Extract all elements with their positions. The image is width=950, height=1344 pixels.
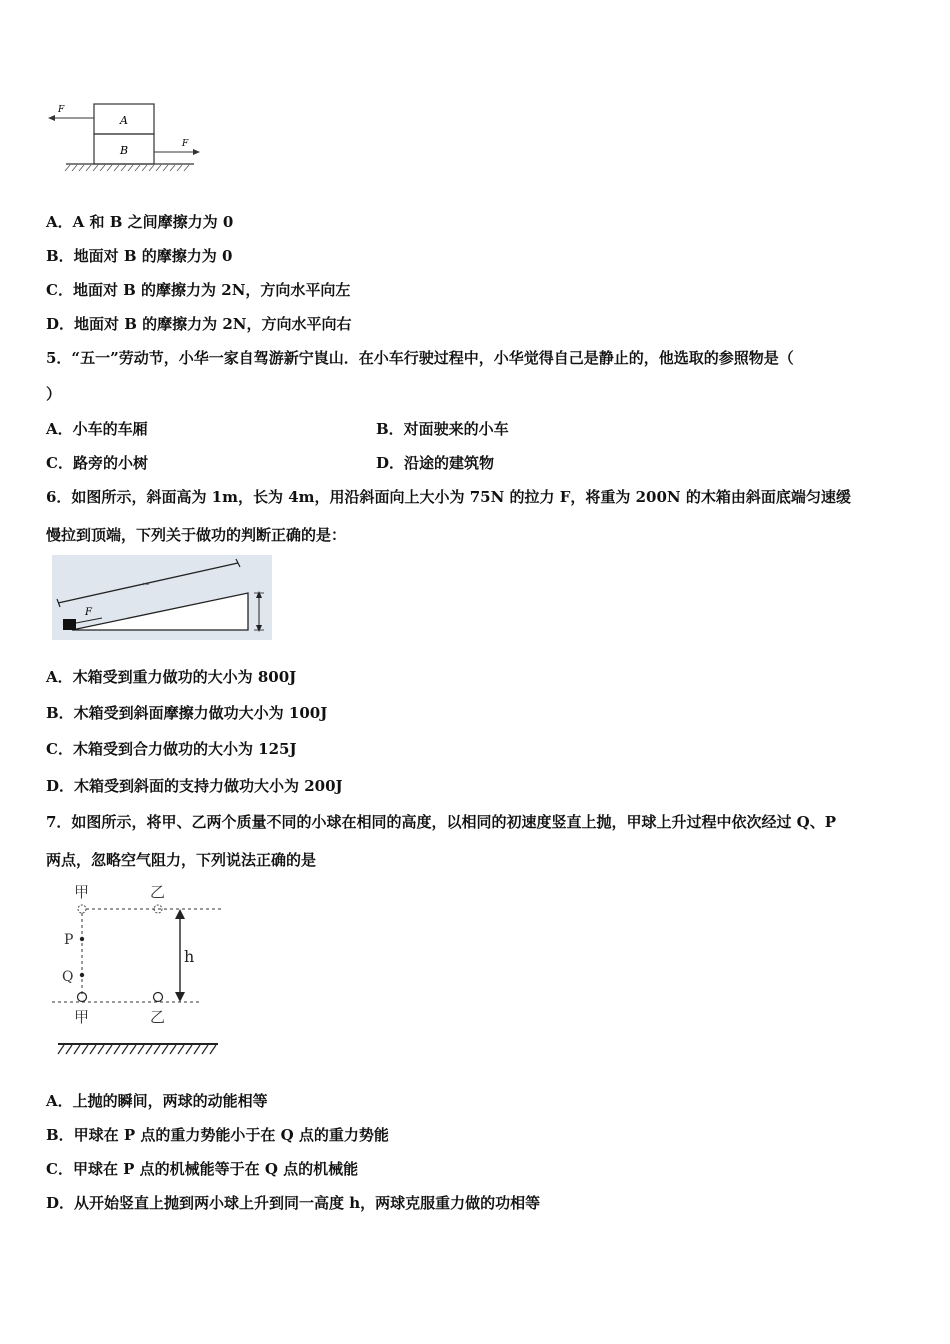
jia-bottom-label: 甲 [74, 1008, 90, 1026]
incline-diagram [52, 555, 272, 640]
q5-option-a: A．小车的车厢 [46, 420, 148, 438]
q4-option-c: C．地面对 B 的摩擦力为 2N，方向水平向左 [46, 281, 351, 299]
q5-option-b: B．对面驶来的小车 [376, 420, 509, 438]
q6-option-a: A．木箱受到重力做功的大小为 800J [46, 668, 297, 686]
q7-option-c: C．甲球在 P 点的机械能等于在 Q 点的机械能 [46, 1160, 359, 1178]
force-right-label: F [182, 139, 189, 149]
q5-option-d: D．沿途的建筑物 [376, 454, 495, 472]
block-a-label: A [120, 114, 128, 127]
q4-option-d: D．地面对 B 的摩擦力为 2N，方向水平向右 [46, 315, 352, 333]
point-p-label: P [64, 932, 74, 948]
yi-top-label: 乙 [150, 883, 166, 901]
q5-stem-line2: ） [46, 385, 62, 403]
block-b-label: B [120, 144, 129, 157]
q6-option-d: D．木箱受到斜面的支持力做功大小为 200J [46, 777, 343, 795]
q6-option-c: C．木箱受到合力做功的大小为 125J [46, 740, 297, 758]
force-left-label: F [58, 105, 65, 115]
height-h-label: h [184, 947, 195, 966]
q5-stem-line1: 5．“五一”劳动节，小华一家自驾游新宁崀山．在小车行驶过程中，小华觉得自己是静止的，他选取的参照物是（ [46, 349, 794, 367]
q7-option-b: B．甲球在 P 点的重力势能小于在 Q 点的重力势能 [46, 1126, 389, 1144]
q7-option-d: D．从开始竖直上抛到两小球上升到同一高度 h，两球克服重力做的功相等 [46, 1194, 541, 1212]
q6-stem-line1: 6．如图所示，斜面高为 1m，长为 4m，用沿斜面向上大小为 75N 的拉力 F，将重为 200N 的木箱由斜面底端匀速缓 [46, 488, 851, 506]
point-q-label: Q [62, 969, 74, 985]
q6-option-b: B．木箱受到斜面摩擦力做功大小为 100J [46, 704, 328, 722]
yi-bottom-label: 乙 [150, 1008, 166, 1026]
q5-option-c: C．路旁的小树 [46, 454, 148, 472]
q7-stem-line2: 两点，忽略空气阻力，下列说法正确的是 [46, 851, 317, 869]
blocks-diagram [44, 98, 214, 176]
q7-stem-line1: 7．如图所示，将甲、乙两个质量不同的小球在相同的高度，以相同的初速度竖直上抛，甲球上升过程中依次经过 Q、P [46, 813, 837, 831]
pull-force-label: F [85, 607, 92, 618]
projectile-diagram [52, 880, 222, 1060]
jia-top-label: 甲 [74, 883, 90, 901]
q6-stem-line2: 慢拉到顶端，下列关于做功的判断正确的是： [46, 526, 347, 544]
q4-option-b: B．地面对 B 的摩擦力为 0 [46, 247, 233, 265]
svg-text:←: ← [142, 580, 150, 590]
q7-option-a: A．上抛的瞬间，两球的动能相等 [46, 1092, 268, 1110]
q4-option-a: A．A 和 B 之间摩擦力为 0 [46, 213, 234, 231]
